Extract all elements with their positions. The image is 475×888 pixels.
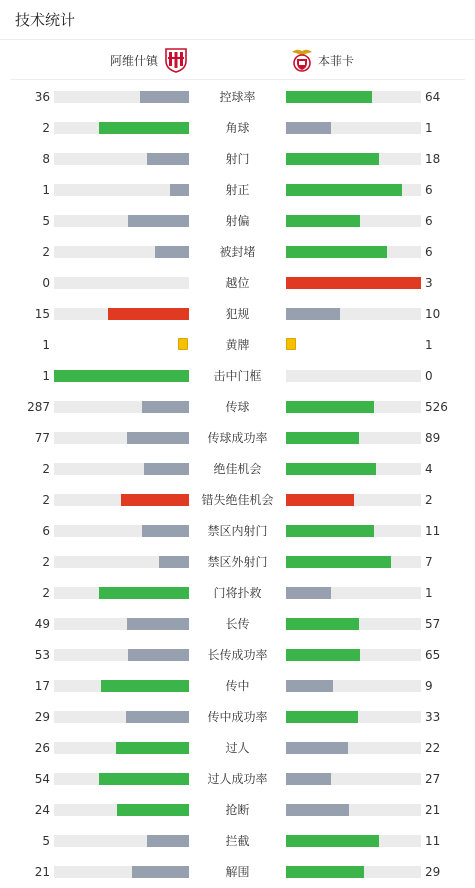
home-stat-value: 15 — [34, 307, 50, 321]
yellow-card-icon — [178, 338, 188, 350]
away-stat-bar-fill — [286, 773, 331, 785]
home-stat-bar — [54, 866, 189, 878]
away-stat-value: 18 — [425, 152, 441, 166]
away-team-name: 本菲卡 — [318, 53, 355, 68]
away-stat-bar-fill — [286, 711, 358, 723]
stat-row — [0, 764, 475, 795]
away-stat-value: 89 — [425, 431, 441, 445]
away-stat-bar-fill — [286, 432, 359, 444]
away-stat-bar-fill — [286, 866, 364, 878]
home-stat-value: 36 — [34, 90, 50, 104]
home-stat-bar-fill — [108, 308, 189, 320]
home-stat-bar-fill — [128, 215, 189, 227]
away-stat-bar-fill — [286, 308, 340, 320]
away-stat-bar-fill — [286, 804, 349, 816]
stat-label: 绝佳机会 — [213, 462, 262, 476]
stat-row — [0, 826, 475, 857]
home-stat-bar — [54, 277, 189, 289]
away-stat-value: 22 — [425, 741, 441, 755]
home-stat-bar-fill — [155, 246, 189, 258]
away-stat-bar — [286, 556, 421, 568]
away-stat-bar-fill — [286, 401, 374, 413]
away-stat-bar — [286, 370, 421, 382]
stat-label: 长传成功率 — [207, 648, 268, 662]
stat-label: 拦截 — [225, 834, 250, 848]
stat-label: 控球率 — [219, 90, 256, 104]
away-stat-value: 6 — [425, 214, 433, 228]
home-stat-value: 1 — [42, 338, 50, 352]
home-stat-bar-fill — [117, 804, 189, 816]
home-stat-bar — [54, 587, 189, 599]
stat-label: 射门 — [225, 152, 250, 166]
away-stat-value: 65 — [425, 648, 441, 662]
away-stat-bar — [286, 835, 421, 847]
away-stat-bar-fill — [286, 184, 402, 196]
stat-row — [0, 330, 475, 361]
home-team-crest-icon — [164, 47, 188, 73]
stat-row — [0, 609, 475, 640]
away-stat-value: 4 — [425, 462, 433, 476]
away-stat-bar-fill — [286, 122, 331, 134]
home-stat-value: 287 — [27, 400, 50, 414]
home-stat-bar-fill — [147, 835, 189, 847]
away-stat-bar — [286, 246, 421, 258]
stat-row — [0, 237, 475, 268]
away-stat-bar — [286, 153, 421, 165]
home-stat-value: 1 — [42, 369, 50, 383]
home-stat-value: 26 — [34, 741, 50, 755]
away-stat-value: 1 — [425, 121, 433, 135]
away-stat-bar-fill — [286, 153, 379, 165]
home-stat-bar — [54, 401, 189, 413]
stat-row — [0, 485, 475, 516]
home-stat-bar — [54, 370, 189, 382]
away-stat-bar — [286, 432, 421, 444]
away-stat-value: 1 — [425, 338, 433, 352]
stat-row — [0, 733, 475, 764]
stat-label: 门将扑救 — [213, 586, 262, 600]
home-stat-value: 5 — [42, 834, 50, 848]
home-stat-bar — [54, 556, 189, 568]
home-stat-bar — [54, 711, 189, 723]
stat-label: 过人 — [225, 741, 250, 755]
stat-row — [0, 578, 475, 609]
home-stat-bar-fill — [140, 91, 189, 103]
stat-label: 越位 — [225, 276, 250, 290]
away-stat-value: 11 — [425, 834, 441, 848]
home-stat-bar-fill — [127, 432, 189, 444]
away-stat-bar — [286, 525, 421, 537]
stat-row — [0, 392, 475, 423]
away-stat-bar-fill — [286, 215, 360, 227]
away-stat-value: 21 — [425, 803, 441, 817]
home-stat-value: 6 — [42, 524, 50, 538]
away-stat-value: 1 — [425, 586, 433, 600]
home-stat-bar-fill — [147, 153, 189, 165]
stat-row — [0, 795, 475, 826]
away-stat-bar — [286, 773, 421, 785]
away-stat-bar — [286, 91, 421, 103]
home-stat-bar — [54, 494, 189, 506]
away-stat-value: 29 — [425, 865, 441, 879]
stats-list — [0, 82, 475, 888]
home-stat-value: 2 — [42, 121, 50, 135]
stat-row — [0, 361, 475, 392]
home-stat-bar — [54, 122, 189, 134]
home-stat-bar — [54, 432, 189, 444]
home-stat-bar — [54, 153, 189, 165]
home-stat-bar — [54, 804, 189, 816]
stat-label: 黄牌 — [225, 338, 250, 352]
away-stat-bar — [286, 804, 421, 816]
home-stat-bar — [54, 91, 189, 103]
stat-row — [0, 454, 475, 485]
stat-row — [0, 547, 475, 578]
away-stat-value: 9 — [425, 679, 433, 693]
away-stat-bar — [286, 866, 421, 878]
home-stat-bar-fill — [142, 525, 189, 537]
stats-header — [0, 0, 475, 40]
page-title: 技术统计 — [15, 11, 76, 29]
stat-row — [0, 268, 475, 299]
away-stat-value: 3 — [425, 276, 433, 290]
away-stat-bar — [286, 494, 421, 506]
home-stat-bar — [54, 835, 189, 847]
away-stat-bar-fill — [286, 246, 387, 258]
home-stat-bar — [54, 463, 189, 475]
home-stat-bar — [54, 773, 189, 785]
away-stat-value: 64 — [425, 90, 441, 104]
away-stat-value: 6 — [425, 245, 433, 259]
stat-label: 传球 — [225, 400, 250, 414]
home-stat-bar-fill — [127, 618, 189, 630]
away-stat-bar-fill — [286, 277, 421, 289]
home-stat-value: 8 — [42, 152, 50, 166]
home-stat-value: 29 — [34, 710, 50, 724]
stat-label: 解围 — [225, 865, 250, 879]
stat-row — [0, 82, 475, 113]
away-stat-bar — [286, 742, 421, 754]
home-stat-bar-fill — [54, 370, 189, 382]
away-stat-bar — [286, 680, 421, 692]
home-stat-bar — [54, 308, 189, 320]
home-stat-value: 2 — [42, 555, 50, 569]
stat-row — [0, 175, 475, 206]
stat-label: 传中 — [225, 679, 250, 693]
home-stat-value: 1 — [42, 183, 50, 197]
stat-row — [0, 640, 475, 671]
home-stat-bar-fill — [99, 122, 189, 134]
stat-row — [0, 299, 475, 330]
away-team-crest-icon — [290, 47, 314, 73]
stat-row — [0, 113, 475, 144]
away-stat-bar-fill — [286, 463, 376, 475]
stat-label: 传球成功率 — [207, 431, 268, 445]
away-stat-bar-fill — [286, 680, 333, 692]
away-stat-bar — [286, 649, 421, 661]
stat-label: 错失绝佳机会 — [201, 493, 274, 507]
home-stat-value: 0 — [42, 276, 50, 290]
stat-row — [0, 702, 475, 733]
home-stat-bar-fill — [142, 401, 189, 413]
home-stat-bar — [54, 215, 189, 227]
home-stat-value: 2 — [42, 493, 50, 507]
away-stat-bar — [286, 618, 421, 630]
home-stat-value: 2 — [42, 245, 50, 259]
stat-row — [0, 516, 475, 547]
away-stat-bar-fill — [286, 494, 354, 506]
stat-label: 射偏 — [225, 214, 250, 228]
away-stat-bar — [286, 308, 421, 320]
home-stat-bar-fill — [144, 463, 189, 475]
home-stat-bar — [54, 618, 189, 630]
home-stat-value: 24 — [34, 803, 50, 817]
away-stat-bar-fill — [286, 835, 379, 847]
stat-row — [0, 423, 475, 454]
home-stat-bar — [54, 742, 189, 754]
away-stat-bar-fill — [286, 525, 374, 537]
stat-row — [0, 144, 475, 175]
away-stat-bar-fill — [286, 742, 348, 754]
home-stat-bar-fill — [101, 680, 189, 692]
yellow-card-icon — [286, 338, 296, 350]
away-stat-bar-fill — [286, 91, 372, 103]
home-stat-value: 77 — [34, 431, 50, 445]
away-stat-bar-fill — [286, 649, 360, 661]
away-stat-value: 11 — [425, 524, 441, 538]
away-stat-bar — [286, 184, 421, 196]
home-stat-value: 21 — [34, 865, 50, 879]
home-stat-bar-fill — [99, 773, 189, 785]
away-stat-value: 10 — [425, 307, 441, 321]
home-stat-bar-fill — [99, 587, 189, 599]
stat-label: 被封堵 — [219, 245, 256, 259]
away-stat-value: 57 — [425, 617, 441, 631]
away-stat-value: 526 — [425, 400, 448, 414]
stat-label: 角球 — [225, 121, 250, 135]
away-stat-value: 6 — [425, 183, 433, 197]
away-stat-bar — [286, 215, 421, 227]
home-stat-bar-fill — [121, 494, 189, 506]
away-team[interactable] — [290, 40, 354, 80]
away-stat-value: 7 — [425, 555, 433, 569]
stat-label: 禁区内射门 — [207, 524, 268, 538]
stat-label: 犯规 — [225, 307, 250, 321]
away-stat-bar — [286, 463, 421, 475]
home-stat-value: 5 — [42, 214, 50, 228]
home-stat-value: 2 — [42, 586, 50, 600]
stat-row — [0, 206, 475, 237]
away-stat-bar-fill — [286, 618, 359, 630]
away-stat-value: 27 — [425, 772, 441, 786]
home-stat-bar — [54, 680, 189, 692]
away-stat-value: 2 — [425, 493, 433, 507]
away-stat-bar — [286, 277, 421, 289]
home-stat-value: 17 — [34, 679, 50, 693]
stat-label: 击中门框 — [213, 369, 262, 383]
away-stat-bar-fill — [286, 587, 331, 599]
home-stat-bar-fill — [170, 184, 189, 196]
home-stat-bar — [54, 649, 189, 661]
stat-label: 传中成功率 — [207, 710, 268, 724]
home-stat-bar-fill — [116, 742, 189, 754]
away-stat-value: 0 — [425, 369, 433, 383]
stat-label: 过人成功率 — [207, 772, 268, 786]
home-team-name: 阿维什镇 — [109, 53, 158, 68]
away-stat-value: 33 — [425, 710, 441, 724]
away-stat-bar — [286, 401, 421, 413]
stat-label: 射正 — [225, 183, 250, 197]
home-stat-bar-fill — [126, 711, 189, 723]
home-team[interactable] — [110, 40, 188, 80]
home-stat-bar-fill — [128, 649, 189, 661]
away-stat-bar — [286, 711, 421, 723]
stat-label: 长传 — [225, 617, 250, 631]
home-stat-bar-fill — [132, 866, 189, 878]
stat-label: 抢断 — [225, 803, 250, 817]
home-stat-value: 2 — [42, 462, 50, 476]
away-stat-bar-fill — [286, 556, 391, 568]
away-stat-bar — [286, 122, 421, 134]
home-stat-value: 49 — [34, 617, 50, 631]
home-stat-value: 53 — [34, 648, 50, 662]
stat-label: 禁区外射门 — [207, 555, 268, 569]
home-stat-bar — [54, 184, 189, 196]
home-stat-bar — [54, 525, 189, 537]
away-stat-bar — [286, 587, 421, 599]
home-stat-value: 54 — [34, 772, 50, 786]
teams-bar — [10, 40, 465, 80]
home-stat-bar — [54, 246, 189, 258]
home-stat-bar-fill — [159, 556, 189, 568]
stat-row — [0, 857, 475, 888]
stat-row — [0, 671, 475, 702]
